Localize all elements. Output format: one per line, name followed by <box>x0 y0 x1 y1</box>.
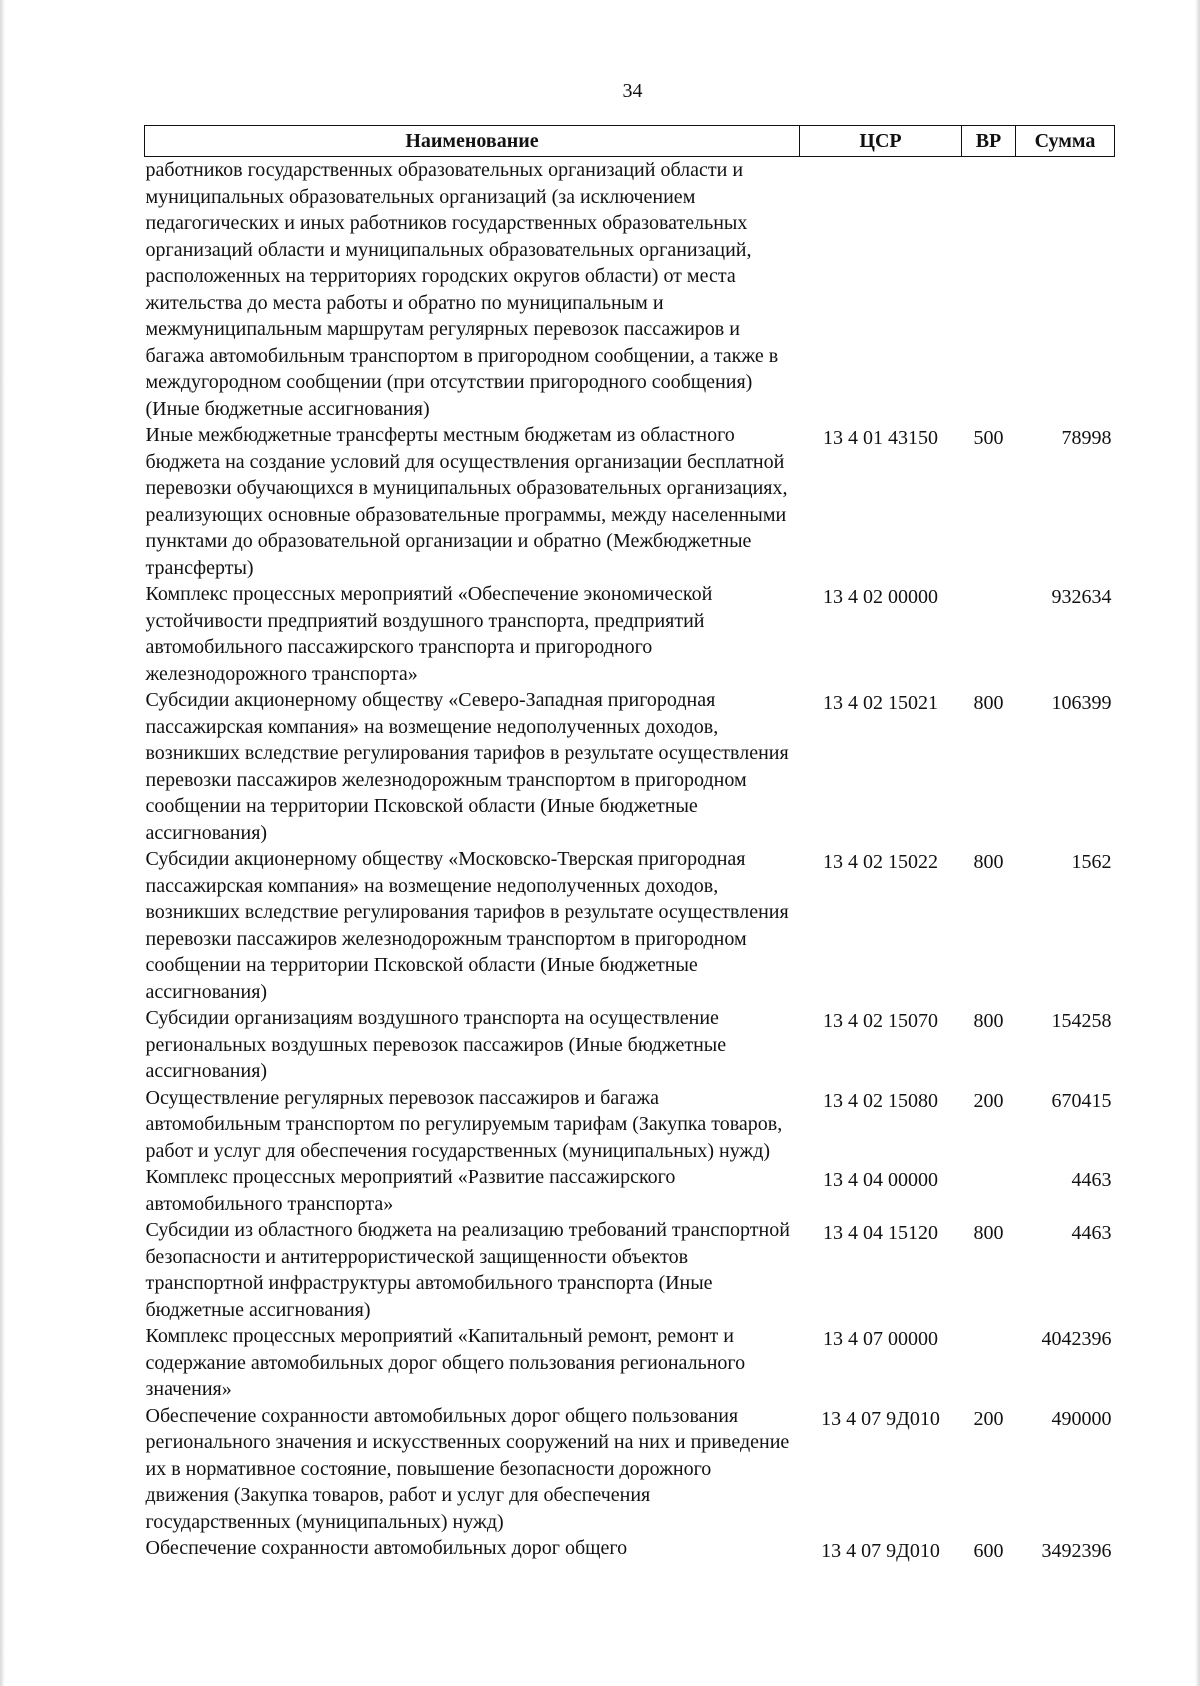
row-name: Обеспечение сохранности автомобильных дорог общего <box>145 1537 628 1559</box>
row-vr: 600 <box>973 1540 1004 1562</box>
header-csr: ЦСР <box>800 126 962 157</box>
row-sum: 3492396 <box>1041 1540 1112 1562</box>
table-row <box>145 1005 1115 1085</box>
header-vr: ВР <box>962 126 1016 157</box>
row-csr: 13 4 02 15070 <box>823 1010 938 1032</box>
row-sum: 932634 <box>1051 586 1112 608</box>
row-name: Иные межбюджетные трансферты местным бюджетам из областного бюджета на создание условий для осуществления организации бесплатной перевозки обучающихся в муниципальных образовательных организациях, реализующих основные образовательные программы, между населенными пунктами до образовательной организации и обратно (Межбюджетные трансферты) <box>145 424 788 579</box>
row-vr: 800 <box>973 1222 1004 1244</box>
row-csr: 13 4 04 00000 <box>823 1169 938 1191</box>
budget-table <box>144 125 1115 1565</box>
row-csr <box>800 157 962 423</box>
row-vr <box>962 157 1016 423</box>
scan-edge-left <box>0 0 5 1686</box>
table-body <box>145 157 1115 1565</box>
row-vr: 800 <box>973 1010 1004 1032</box>
row-csr: 13 4 01 43150 <box>823 427 938 449</box>
row-vr <box>962 1164 1016 1217</box>
row-name: Субсидии акционерному обществу «Северо-Западная пригородная пассажирская компания» на возмещение недополученных доходов, возникших вследствие регулирования тарифов в результате осуществления перевозки пассажиров железнодорожным транспортом в пригородном сообщении на территории Псковской области (Иные бюджетные ассигнования) <box>145 689 789 844</box>
row-name: Комплекс процессных мероприятий «Капитальный ремонт, ремонт и содержание автомобильных дорог общего пользования регионального значения» <box>145 1325 746 1400</box>
row-name: Субсидии из областного бюджета на реализацию требований транспортной безопасности и антитеррористической защищенности объектов транспортной инфраструктуры автомобильного транспорта (Иные бюджетные ассигнования) <box>145 1219 790 1321</box>
row-sum: 106399 <box>1051 692 1112 714</box>
row-vr: 500 <box>973 427 1004 449</box>
table-row <box>145 1085 1115 1165</box>
row-sum <box>1016 157 1115 423</box>
table-row <box>145 157 1115 423</box>
table-row <box>145 846 1115 1005</box>
row-vr <box>962 581 1016 687</box>
row-vr <box>962 1323 1016 1403</box>
row-sum: 490000 <box>1051 1407 1112 1430</box>
table-row <box>145 581 1115 687</box>
row-csr: 13 4 02 15021 <box>823 692 938 714</box>
row-csr: 13 4 02 15080 <box>823 1089 938 1112</box>
row-csr: 13 4 02 00000 <box>823 586 938 608</box>
table-row <box>145 1217 1115 1323</box>
row-sum: 670415 <box>1051 1089 1112 1112</box>
row-sum: 4463 <box>1071 1222 1112 1244</box>
row-csr: 13 4 04 15120 <box>823 1222 938 1244</box>
row-csr: 13 4 07 00000 <box>823 1328 938 1350</box>
row-csr: 13 4 07 9Д010 <box>821 1540 940 1562</box>
row-vr: 200 <box>973 1089 1004 1112</box>
row-name: Обеспечение сохранности автомобильных дорог общего пользования регионального значения и искусственных сооружений на них и приведение их в нормативное состояние, повышение безопасности дорожного движения (Закупка товаров, работ и услуг для обеспечения государственных (муниципальных) нужд) <box>145 1404 790 1533</box>
row-name: Комплекс процессных мероприятий «Развитие пассажирского автомобильного транспорта» <box>145 1166 676 1215</box>
row-sum: 78998 <box>1061 427 1112 449</box>
row-sum: 154258 <box>1051 1010 1112 1032</box>
header-name: Наименование <box>145 126 800 157</box>
table-row <box>145 1323 1115 1403</box>
row-csr: 13 4 02 15022 <box>823 851 938 873</box>
row-name: Субсидии акционерному обществу «Московско-Тверская пригородная пассажирская компания» на возмещение недополученных доходов, возникших вследствие регулирования тарифов в результате осуществления перевозки пассажиров железнодорожным транспортом в пригородном сообщении на территории Псковской области (Иные бюджетные ассигнования) <box>145 848 789 1003</box>
row-sum: 4463 <box>1071 1169 1112 1191</box>
table-row <box>145 687 1115 846</box>
row-sum: 1562 <box>1071 851 1112 873</box>
row-name: Субсидии организациям воздушного транспорта на осуществление региональных воздушных перевозок пассажиров (Иные бюджетные ассигнования) <box>145 1007 727 1082</box>
table-row <box>145 422 1115 581</box>
row-name: Комплекс процессных мероприятий «Обеспечение экономической устойчивости предприятий воздушного транспорта, предприятий автомобильного пассажирского транспорта и пригородного железнодорожного транспорта» <box>145 583 713 685</box>
table-row <box>145 1164 1115 1217</box>
header-row <box>145 126 1115 157</box>
header-sum: Сумма <box>1016 126 1115 157</box>
table-row <box>145 1535 1115 1565</box>
row-vr: 800 <box>973 851 1004 873</box>
page-number: 34 <box>622 80 643 102</box>
row-vr: 800 <box>973 692 1004 714</box>
row-vr: 200 <box>973 1407 1004 1430</box>
row-sum: 4042396 <box>1041 1328 1112 1350</box>
scan-edge-right <box>1195 0 1200 1686</box>
table-row <box>145 1403 1115 1536</box>
row-name: работников государственных образовательных организаций области и муниципальных образовательных организаций (за исключением педагогических и иных работников государственных образовательных организаций области и муниципальных образовательных организаций, расположенных на территориях городских округов области) от места жительства до места работы и обратно по муниципальным и межмуниципальным маршрутам регулярных перевозок пассажиров и багажа автомобильным транспортом в пригородном сообщении, а также в междугородном сообщении (при отсутствии пригородного сообщения) (Иные бюджетные ассигнования) <box>145 159 779 420</box>
row-name: Осуществление регулярных перевозок пассажиров и багажа автомобильным транспортом по регулируемым тарифам (Закупка товаров, работ и услуг для обеспечения государственных (муниципальных) нужд) <box>145 1086 783 1162</box>
table-header <box>145 126 1115 157</box>
row-csr: 13 4 07 9Д010 <box>821 1407 940 1430</box>
